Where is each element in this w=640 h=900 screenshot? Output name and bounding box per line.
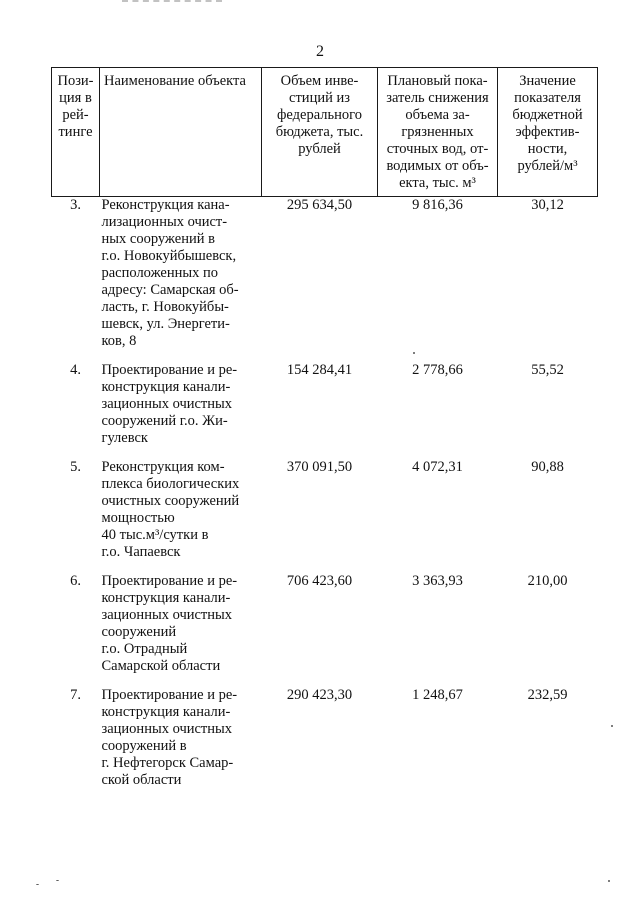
header-plan: Плановый пока- затель снижения объема за- грязненных сточных вод, от- водимых от объ- екта, тыс. м³ — [378, 68, 498, 197]
row-position: 3. — [70, 197, 81, 213]
row-object-name: Проектирование и ре- конструкция канали- зационных очистных сооружений в г. Нефтегорск Самар- ской области — [101, 687, 238, 788]
scan-speck — [413, 352, 415, 354]
scan-speck — [36, 884, 39, 885]
header-efficiency: Значение показателя бюджетной эффектив- ности, рублей/м³ — [498, 68, 598, 197]
table-header-row — [52, 68, 598, 197]
row-plan-reduction: 3 363,93 — [412, 573, 463, 589]
row-efficiency: 55,52 — [531, 362, 564, 378]
header-investment: Объем инве- стиций из федерального бюджета, тыс. рублей — [262, 68, 378, 197]
row-object-name: Проектирование и ре- конструкция канали- зационных очистных сооружений г.о. Отрадный Самарской области — [101, 573, 238, 674]
row-position: 5. — [70, 459, 81, 475]
row-efficiency: 30,12 — [531, 197, 564, 213]
scan-speck — [611, 725, 613, 727]
row-plan-reduction: 1 248,67 — [412, 687, 463, 703]
table-row — [52, 197, 598, 363]
table-row — [52, 573, 598, 687]
row-investment: 295 634,50 — [286, 197, 353, 213]
row-object-name: Реконструкция кана- лизационных очист- ных сооружений в г.о. Новокуйбышевск, расположенных по адресу: Самарская об- ласть, г. Новокуйбы- шевск, ул. Энергети- ков, 8 — [101, 197, 239, 349]
row-efficiency: 210,00 — [527, 573, 568, 589]
row-object-name: Проектирование и ре- конструкция канали- зационных очистных сооружений г.о. Жи- гулевск — [101, 362, 238, 446]
row-efficiency: 232,59 — [527, 687, 568, 703]
scan-speck — [608, 880, 610, 882]
row-object-name: Реконструкция ком- плекса биологических очистных сооружений мощностью 40 тыс.м³/сутки в г.о. Чапаевск — [101, 459, 240, 560]
row-position: 4. — [70, 362, 81, 378]
table-row — [52, 362, 598, 459]
row-investment: 154 284,41 — [286, 362, 353, 378]
row-investment: 706 423,60 — [286, 573, 353, 589]
row-investment: 370 091,50 — [286, 459, 353, 475]
page-number: 2 — [316, 43, 324, 60]
row-plan-reduction: 9 816,36 — [412, 197, 463, 213]
row-plan-reduction: 2 778,66 — [412, 362, 463, 378]
row-efficiency: 90,88 — [531, 459, 564, 475]
row-plan-reduction: 4 072,31 — [412, 459, 463, 475]
header-position: Пози- ция в рей- тинге — [52, 68, 100, 197]
scan-speck — [56, 880, 59, 881]
header-name: Наименование объекта — [100, 68, 262, 197]
table-row — [52, 459, 598, 573]
table-row — [52, 687, 598, 801]
scan-artifact — [122, 0, 222, 5]
row-position: 7. — [70, 687, 81, 703]
rating-table — [51, 67, 598, 801]
row-position: 6. — [70, 573, 81, 589]
row-investment: 290 423,30 — [286, 687, 353, 703]
